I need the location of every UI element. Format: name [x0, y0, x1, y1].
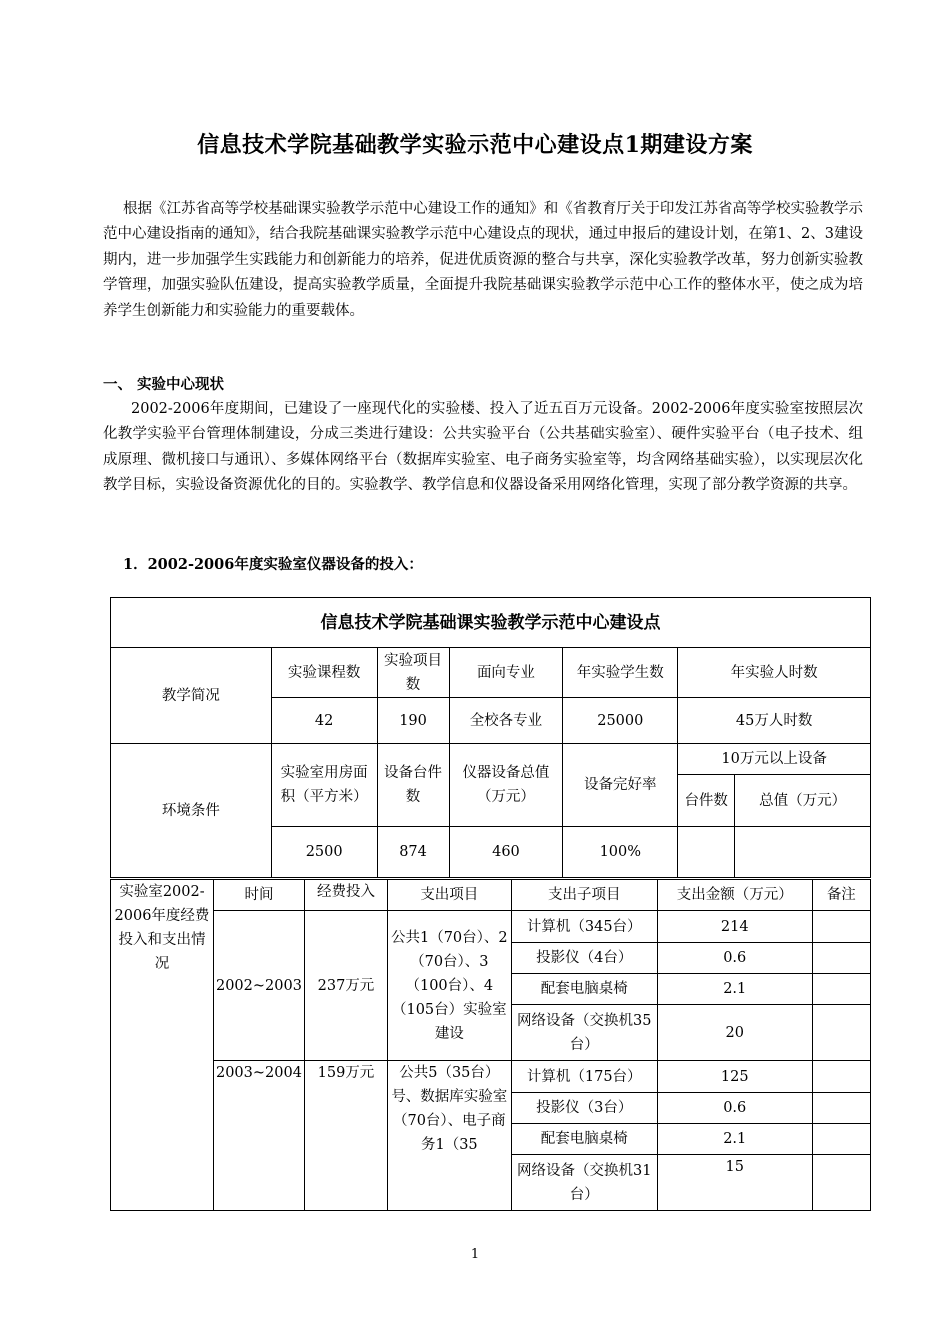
- item-name: 投影仪（3台）: [511, 1093, 657, 1124]
- header-course-count: 实验课程数: [271, 648, 377, 698]
- header-equipment-count: 设备台件数: [377, 744, 449, 827]
- period-project: 公共1（70台）、2（70台）、3（100台）、4（105台）实验室建设: [388, 911, 512, 1061]
- item-amount: 125: [657, 1061, 812, 1093]
- item-name: 网络设备（交换机31台）: [511, 1155, 657, 1211]
- header-time: 时间: [213, 880, 304, 911]
- value-project-count: 190: [377, 698, 449, 744]
- header-note: 备注: [812, 880, 870, 911]
- env-label: 环境条件: [111, 744, 272, 878]
- item-amount: 2.1: [657, 974, 812, 1005]
- section-heading-1: 一、 实验中心现状: [103, 376, 225, 393]
- item-amount: 15: [657, 1155, 812, 1211]
- header-equipment-value: 仪器设备总值（万元）: [449, 744, 563, 827]
- header-project-count: 实验项目数: [377, 648, 449, 698]
- value-student-count: 25000: [563, 698, 678, 744]
- header-amount: 支出金额（万元）: [657, 880, 812, 911]
- intro-paragraph: 根据《江苏省高等学校基础课实验教学示范中心建设工作的通知》和《省教育厅关于印发江苏省高等学校实验教学示范中心建设指南的通知》，结合我院基础课实验教学示范中心建设点的现状，通过申报后的建设计划，在第1、2、3建设期内，进一步加强学生实践能力和创新能力的培养，促进优质资源的整合与共享，深化实验教学改革，努力创新实验教学管理，加强实验队伍建设，提高实验教学质量，全面提升我院基础课实验教学示范中心工作的整体水平，使之成为培养学生创新能力和实验能力的重要载体。: [103, 201, 863, 319]
- value-lab-area: 2500: [271, 827, 377, 878]
- funding-side-label: 实验室2002-2006年度经费投入和支出情况: [111, 880, 214, 1211]
- item-note: [812, 1124, 870, 1155]
- value-equipment-value: 460: [449, 827, 563, 878]
- item-note: [812, 1155, 870, 1211]
- item-name: 投影仪（4台）: [511, 943, 657, 974]
- item-amount: 2.1: [657, 1124, 812, 1155]
- item-note: [812, 1093, 870, 1124]
- period-project: 公共5（35台）号、数据库实验室（70台）、电子商务1（35: [388, 1061, 512, 1211]
- item-note: [812, 974, 870, 1005]
- item-name: 网络设备（交换机35台）: [511, 1005, 657, 1061]
- header-investment: 经费投入: [304, 880, 387, 911]
- period-time: 2002~2003: [213, 911, 304, 1061]
- item-amount: 0.6: [657, 1093, 812, 1124]
- value-big-value: [735, 827, 871, 878]
- header-student-count: 年实验学生数: [563, 648, 678, 698]
- value-equipment-count: 874: [377, 827, 449, 878]
- header-subproject: 支出子项目: [511, 880, 657, 911]
- funding-table: [110, 879, 871, 1211]
- teaching-label: 教学简况: [111, 648, 272, 744]
- item-name: 计算机（175台）: [511, 1061, 657, 1093]
- item-amount: 0.6: [657, 943, 812, 974]
- item-name: 配套电脑桌椅: [511, 974, 657, 1005]
- value-major: 全校各专业: [449, 698, 563, 744]
- period-time: 2003~2004: [213, 1061, 304, 1211]
- header-big-value: 总值（万元）: [735, 775, 871, 827]
- header-hours: 年实验人时数: [678, 648, 871, 698]
- item-note: [812, 943, 870, 974]
- item-name: 计算机（345台）: [511, 911, 657, 943]
- header-lab-area: 实验室用房面积（平方米）: [271, 744, 377, 827]
- period-investment: 237万元: [304, 911, 387, 1061]
- section-1-paragraph: 2002-2006年度期间，已建设了一座现代化的实验楼、投入了近五百万元设备。2002-2006年度实验室按照层次化教学实验平台管理体制建设，分成三类进行建设：公共实验平台（公共基础实验室）、硬件实验平台（电子技术、组成原理、微机接口与通讯）、多媒体网络平台（数据库实验室、电子商务实验室等，均含网络基础实验），以实现层次化教学目标，实验设备资源优化的目的。实验教学、教学信息和仪器设备采用网络化管理，实现了部分教学资源的共享。: [103, 401, 863, 494]
- page-number: 1: [470, 1247, 480, 1262]
- value-course-count: 42: [271, 698, 377, 744]
- item-note: [812, 911, 870, 943]
- item-amount: 20: [657, 1005, 812, 1061]
- item-note: [812, 1061, 870, 1093]
- header-major: 面向专业: [449, 648, 563, 698]
- subheading-equipment: 1．2002-2006年度实验室仪器设备的投入：: [123, 556, 423, 573]
- header-good-rate: 设备完好率: [563, 744, 678, 827]
- value-good-rate: 100%: [563, 827, 678, 878]
- header-big-count: 台件数: [678, 775, 735, 827]
- table-title: 信息技术学院基础课实验教学示范中心建设点: [111, 598, 871, 648]
- header-big-equipment: 10万元以上设备: [678, 744, 871, 775]
- value-big-count: [678, 827, 735, 878]
- item-name: 配套电脑桌椅: [511, 1124, 657, 1155]
- page-title: 信息技术学院基础教学实验示范中心建设点1期建设方案: [197, 132, 753, 158]
- item-amount: 214: [657, 911, 812, 943]
- center-overview-table: [110, 597, 871, 878]
- item-note: [812, 1005, 870, 1061]
- header-project: 支出项目: [388, 880, 512, 911]
- value-hours: 45万人时数: [678, 698, 871, 744]
- period-investment: 159万元: [304, 1061, 387, 1211]
